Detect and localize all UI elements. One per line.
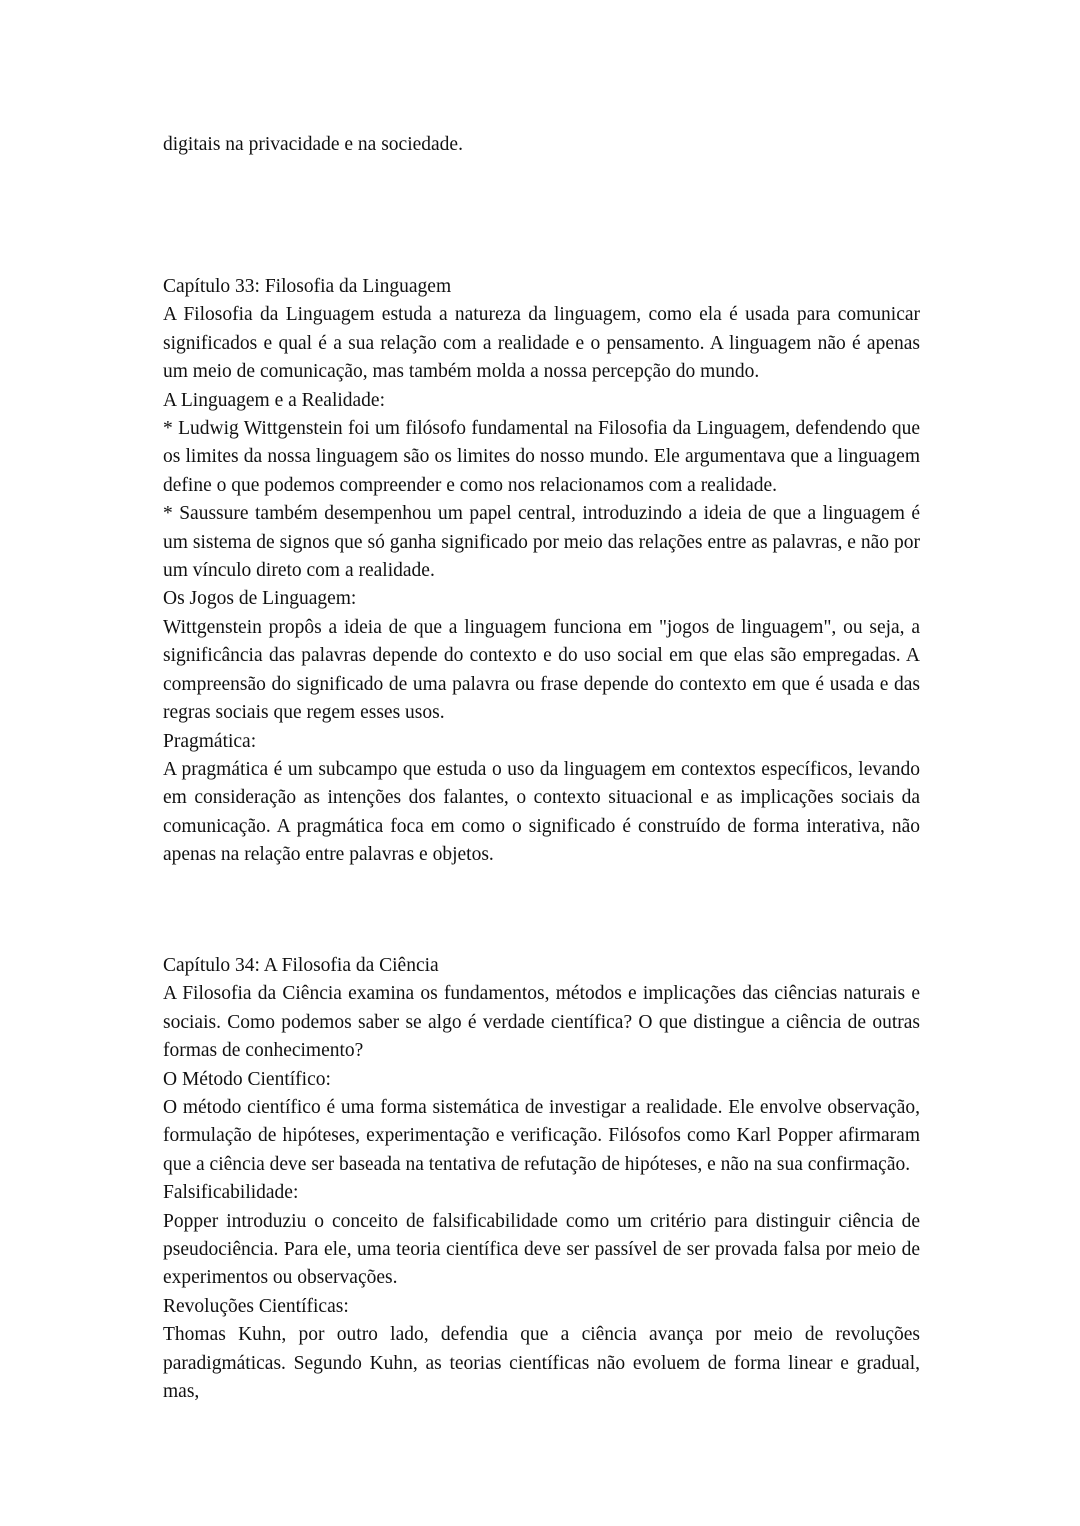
chapter-34-section-1-heading: O Método Científico: <box>163 1068 331 1090</box>
chapter-33-section-2-text: Wittgenstein propôs a ideia de que a linguagem funciona em "jogos de linguagem", ou seja, a significância das palavras depende do contexto e do uso social em que elas são empregadas. A compreensão do significado de uma palavra ou frase depende do contexto em que é usada e das regras sociais que regem esses usos. <box>163 616 920 724</box>
intro-fragment <box>163 131 920 159</box>
chapter-34-section-3-heading: Revoluções Científicas: <box>163 1295 349 1317</box>
chapter-34-title: Capítulo 34: A Filosofia da Ciência <box>163 955 439 976</box>
chapter-34-section-2-heading: Falsificabilidade: <box>163 1182 299 1204</box>
chapter-33-intro: A Filosofia da Linguagem estuda a natureza da linguagem, como ela é usada para comunicar significados e qual é a sua relação com a realidade e o pensamento. A linguagem não é apenas um meio de comunicação, mas também molda a nossa percepção do mundo. <box>163 304 920 383</box>
chapter-34-intro: A Filosofia da Ciência examina os fundamentos, métodos e implicações das ciências naturais e sociais. Como podemos saber se algo é verdade científica? O que distingue a ciência de outras formas de conhecimento? <box>163 983 920 1062</box>
chapter-33-section-3-text: A pragmática é um subcampo que estuda o uso da linguagem em contextos específicos, levando em consideração as intenções dos falantes, o contexto situacional e as implicações sociais da comunicação. A pragmática foca em como o significado é construído de forma interativa, não apenas na relação entre palavras e objetos. <box>163 758 920 866</box>
chapter-33-title: Capítulo 33: Filosofia da Linguagem <box>163 276 452 297</box>
chapter-34 <box>163 952 920 1407</box>
chapter-33-section-2-heading: Os Jogos de Linguagem: <box>163 588 357 610</box>
chapter-33-section-3-heading: Pragmática: <box>163 730 257 752</box>
chapter-33-section-1-bullet-1: * Ludwig Wittgenstein foi um filósofo fundamental na Filosofia da Linguagem, defendendo que os limites da nossa linguagem são os limites do nosso mundo. Ele argumentava que a linguagem define o que podemos compreender e como nos relacionamos com a realidade. <box>163 418 920 496</box>
chapter-34-section-2-text: Popper introduziu o conceito de falsificabilidade como um critério para distinguir ciência de pseudociência. Para ele, uma teoria científica deve ser passível de ser provada falsa por meio de experimentos ou observações. <box>163 1210 920 1289</box>
chapter-34-section-1-text: O método científico é uma forma sistemática de investigar a realidade. Ele envolve observação, formulação de hipóteses, experimentação e verificação. Filósofos como Karl Popper afirmaram que a ciência deve ser baseada na tentativa de refutação de hipóteses, e não na sua confirmação. <box>163 1097 920 1175</box>
chapter-33 <box>163 273 920 870</box>
chapter-33-section-1-bullet-2: * Saussure também desempenhou um papel central, introduzindo a ideia de que a linguagem é um sistema de signos que só ganha significado por meio das relações entre as palavras, e não por um vínculo direto com a realidade. <box>163 503 920 582</box>
chapter-34-section-3-text: Thomas Kuhn, por outro lado, defendia que a ciência avança por meio de revoluções paradigmáticas. Segundo Kuhn, as teorias científicas não evoluem de forma linear e gradual, mas, <box>163 1324 920 1403</box>
chapter-33-section-1-heading: A Linguagem e a Realidade: <box>163 389 386 411</box>
intro-line: digitais na privacidade e na sociedade. <box>163 134 463 155</box>
